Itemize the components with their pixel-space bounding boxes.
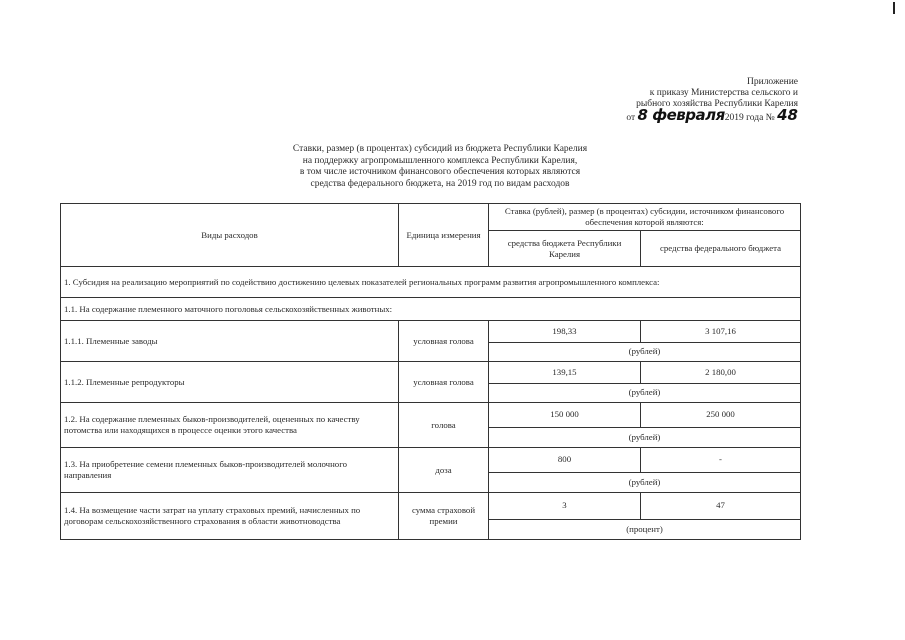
document-title [230, 144, 650, 190]
row-measure: (рублей) [489, 427, 801, 447]
header-regional: средства бюджета Республики Карелия [489, 231, 641, 267]
row-regional: 198,33 [489, 321, 641, 343]
row-regional: 150 000 [489, 403, 641, 428]
row-unit: доза [399, 448, 489, 493]
row-measure: (рублей) [489, 342, 801, 361]
row-unit: условная голова [399, 362, 489, 403]
appendix-line-1: Приложение [747, 77, 798, 87]
rates-table [60, 203, 801, 540]
section-1: 1. Субсидия на реализацию мероприятий по содействию достижению целевых показателей региональных программ развития агропромышленного комплекса: [61, 267, 801, 298]
row-measure: (рублей) [489, 383, 801, 402]
header-unit: Единица измерения [399, 204, 489, 267]
row-regional: 139,15 [489, 362, 641, 384]
handwritten-number: 48 [777, 106, 798, 124]
title-line-3: в том числе источником финансового обеспечения которых являются [299, 167, 581, 177]
table-row [61, 362, 801, 384]
row-regional: 800 [489, 448, 641, 473]
date-suffix: 2019 года № [724, 113, 775, 123]
scan-edge-mark [893, 2, 895, 14]
row-federal: 250 000 [641, 403, 801, 428]
title-line-4: средства федерального бюджета, на 2019 год по видам расходов [310, 178, 570, 189]
row-name: 1.3. На приобретение семени племенных быков-производителей молочного направления [61, 448, 399, 493]
header-rates: Ставка (рублей), размер (в процентах) субсидии, источником финансового обеспечения которой являются: [489, 204, 801, 231]
row-unit: голова [399, 403, 489, 448]
table-row [61, 493, 801, 520]
row-federal: 3 107,16 [641, 321, 801, 343]
handwritten-date: 8 февраля [637, 106, 725, 124]
row-measure: (процент) [489, 519, 801, 539]
header-federal: средства федерального бюджета [641, 231, 801, 267]
row-unit: сумма страховой премии [399, 493, 489, 540]
row-name: 1.2. На содержание племенных быков-производителей, оцененных по качеству потомства или находящихся в процессе оценки этого качества [61, 403, 399, 448]
section-1-1: 1.1. На содержание племенного маточного поголовья сельскохозяйственных животных: [61, 298, 801, 321]
row-name: 1.1.1. Племенные заводы [61, 321, 399, 362]
section-row [61, 267, 801, 298]
table-row [61, 321, 801, 343]
date-prefix: от [626, 113, 636, 123]
row-federal: 47 [641, 493, 801, 520]
title-line-2: на поддержку агропромышленного комплекса Республики Карелия, [302, 155, 578, 166]
row-measure: (рублей) [489, 472, 801, 492]
row-federal: 2 180,00 [641, 362, 801, 384]
appendix-line-3: рыбного хозяйства Республики Карелия [636, 99, 798, 109]
row-unit: условная голова [399, 321, 489, 362]
header-type: Виды расходов [61, 204, 399, 267]
row-federal: - [641, 448, 801, 473]
section-row [61, 298, 801, 321]
appendix-line-2: к приказу Министерства сельского и [649, 88, 798, 98]
appendix-date-line [626, 106, 798, 124]
row-regional: 3 [489, 493, 641, 520]
appendix-block [626, 77, 798, 124]
row-name: 1.4. На возмещение части затрат на уплату страховых премий, начисленных по договорам сельскохозяйственного страхования в области животноводства [61, 493, 399, 540]
table-row [61, 403, 801, 428]
row-name: 1.1.2. Племенные репродукторы [61, 362, 399, 403]
table-row [61, 448, 801, 473]
header-row [61, 204, 801, 231]
title-line-1: Ставки, размер (в процентах) субсидий из бюджета Республики Карелия [292, 144, 588, 154]
